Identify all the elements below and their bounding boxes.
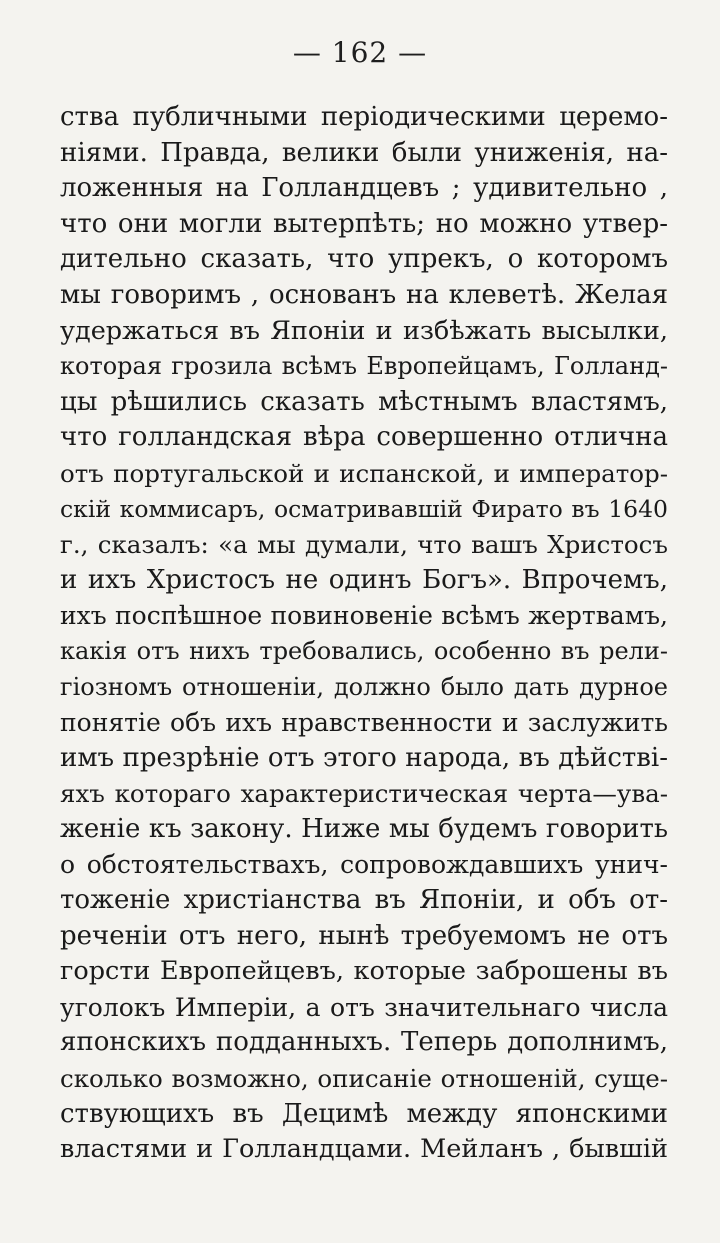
- text-line: ніями. Правда, велики были униженія, на-: [60, 137, 668, 168]
- text-line: удержаться въ Японіи и избѣжать высылки,: [60, 315, 668, 346]
- text-line: реченіи отъ него, нынѣ требуемомъ не отъ: [60, 920, 668, 951]
- text-line: что голландская вѣра совершенно отлична: [60, 422, 668, 453]
- text-line: и ихъ Христосъ не одинъ Богъ». Впрочемъ,: [60, 564, 668, 595]
- text-line: японскихъ подданныхъ. Теперь дополнимъ,: [60, 1027, 668, 1058]
- text-line: горсти Европейцевъ, которые заброшены въ: [60, 956, 668, 987]
- text-line: уголокъ Имперіи, а отъ значительнаго числа: [60, 992, 668, 1022]
- text-line: тоженіе христіанства въ Японіи, и объ от-: [60, 885, 668, 916]
- text-line: яхъ котораго характеристическая черта—ува-: [60, 779, 668, 809]
- text-line: цы рѣшились сказать мѣстнымъ властямъ,: [60, 386, 668, 417]
- text-line: ства публичными періодическими церемо-: [60, 102, 668, 132]
- text-line: которая грозила всѣмъ Европейцамъ, Голланд-: [60, 352, 668, 381]
- text-line: отъ португальской и испанской, и император-: [60, 458, 668, 488]
- text-line: ложенныя на Голландцевъ ; удивительно ,: [60, 173, 668, 204]
- text-line: ихъ поспѣшное повиновеніе всѣмъ жертвамъ,: [60, 601, 668, 631]
- text-line: г., сказалъ: «а мы думали, что вашъ Христосъ: [60, 530, 668, 560]
- text-line: властями и Голландцами. Мейланъ , бывшій: [60, 1134, 668, 1165]
- text-line: какія отъ нихъ требовались, особенно въ рели-: [60, 636, 668, 665]
- text-line: скій коммисаръ, осматривавшій Фирато въ 1640: [60, 494, 668, 523]
- text-line: женіе къ закону. Ниже мы будемъ говорить: [60, 813, 668, 844]
- text-line: мы говоримъ , основанъ на клеветѣ. Желая: [60, 279, 668, 310]
- text-line: ствующихъ въ Децимѣ между японскими: [60, 1098, 668, 1129]
- text-line: имъ презрѣніе отъ этого народа, въ дѣйствi-: [60, 742, 668, 773]
- text-line: понятіе объ ихъ нравственности и заслужить: [60, 708, 668, 738]
- text-line: дительно сказать, что упрекъ, о которомъ: [60, 244, 668, 275]
- text-line: что они могли вытерпѣть; но можно утвер-: [60, 208, 668, 239]
- text-line: сколько возможно, описаніе отношеній, суще-: [60, 1064, 668, 1094]
- text-line: гіозномъ отношеніи, должно было дать дурное: [60, 672, 668, 701]
- body-text: [60, 100, 668, 1168]
- text-line: о обстоятельствахъ, сопровождавшихъ унич-: [60, 850, 668, 880]
- page-number: — 162 —: [292, 36, 428, 69]
